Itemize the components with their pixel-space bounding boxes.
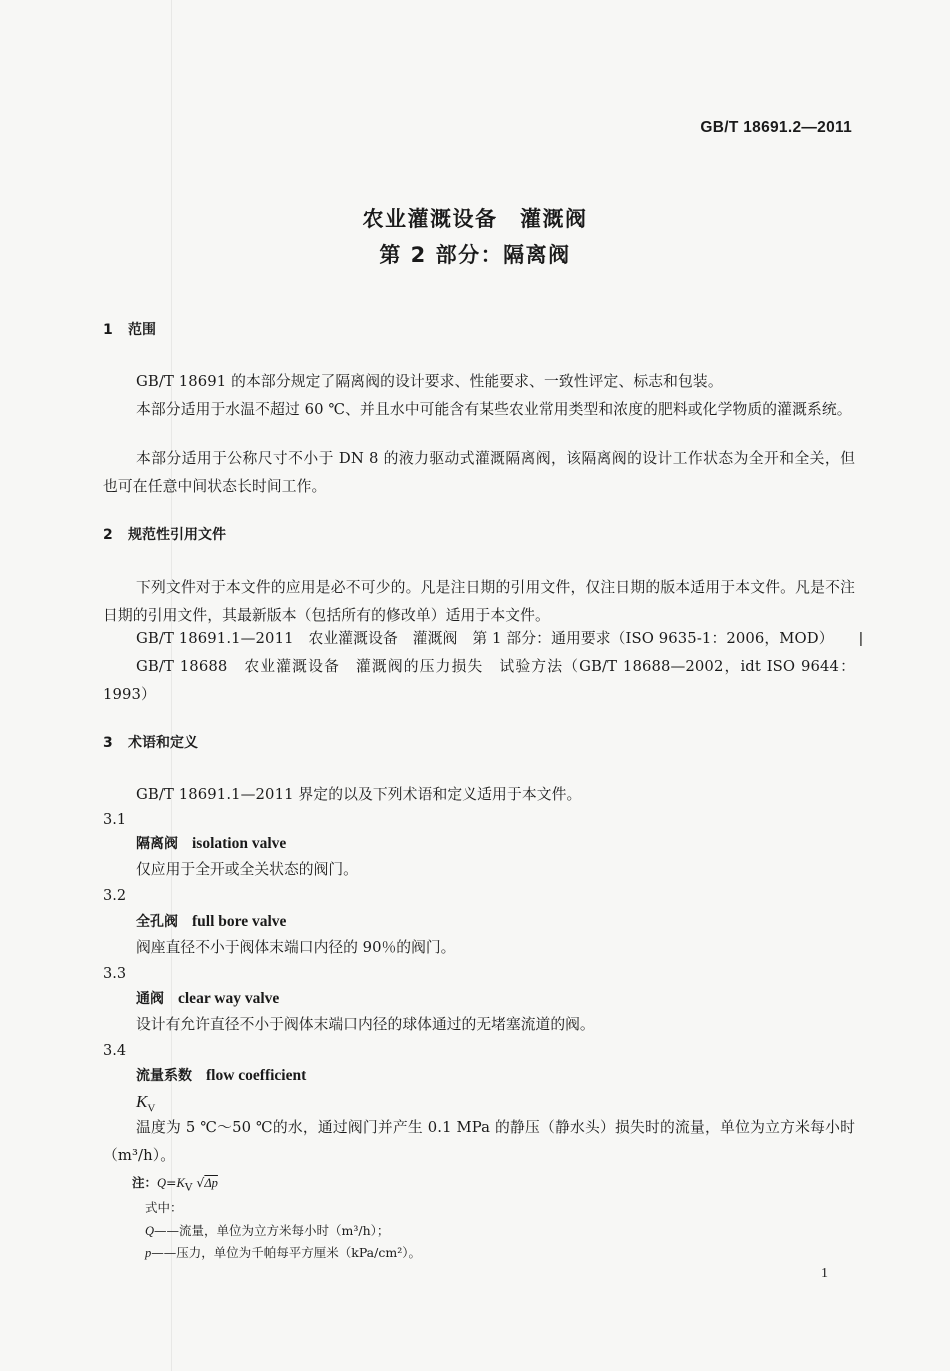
note-variable-p — [145, 1242, 421, 1264]
term-english: clear way valve — [178, 990, 280, 1007]
sqrt-icon: √ — [196, 1175, 205, 1190]
formula-k-subscript: V — [184, 1181, 193, 1194]
clause-number: 3.1 — [103, 812, 127, 828]
formula-q: Q — [157, 1176, 167, 1190]
formula-equals: = — [166, 1175, 177, 1190]
section-3-paragraph-1: GB/T 18691.1—2011 界定的以及下列术语和定义适用于本文件。 — [136, 786, 582, 803]
normative-reference-1 — [103, 625, 863, 653]
document-title-line2: 第 2 部分：隔离阀 — [379, 243, 571, 267]
term-entry — [103, 985, 888, 1013]
section-number: 1 — [103, 322, 113, 338]
term-definition: 阀座直径不小于阀体末端口内径的 90％的阀门。 — [136, 939, 456, 956]
variable-description: ——压力，单位为千帕每平方厘米（kPa/cm²）。 — [151, 1245, 421, 1260]
term-chinese: 全孔阀 — [136, 914, 178, 930]
term-definition: 温度为 5 ℃～50 ℃的水，通过阀门并产生 0.1 MPa 的静压（静水头）损失时的流量，单位为立方米每小时（m³/h）。 — [103, 1119, 855, 1164]
clause-number: 3.4 — [103, 1043, 127, 1059]
section-1-paragraph-3: 本部分适用于公称尺寸不小于 DN 8 的液力驱动式灌溉隔离阀，该隔离阀的设计工作状态为全开和全关，但也可在任意中间状态长时间工作。 — [103, 450, 855, 495]
term-english: full bore valve — [192, 913, 287, 930]
section-2-heading — [103, 521, 855, 549]
term-chinese: 隔离阀 — [136, 836, 178, 852]
variable-description: ——流量，单位为立方米每小时（m³/h）； — [154, 1223, 390, 1238]
page-number: 1 — [821, 1266, 828, 1281]
section-number: 2 — [103, 527, 113, 543]
section-title: 范围 — [128, 322, 156, 338]
term-entry — [103, 908, 888, 936]
standard-code: GB/T 18691.2—2011 — [700, 119, 852, 136]
note-label: 注： — [132, 1175, 158, 1190]
section-3-heading — [103, 729, 855, 757]
note-variable-q — [145, 1220, 389, 1242]
term-definition: 仅应用于全开或全关状态的阀门。 — [136, 861, 358, 878]
section-1-paragraph-2: 本部分适用于水温不超过 60 ℃、并且水中可能含有某些农业常用类型和浓度的肥料或化学物质的灌溉系统。 — [136, 401, 852, 418]
term-entry — [103, 1062, 888, 1090]
formula-radicand: Δp — [204, 1176, 218, 1190]
change-bar: | — [859, 631, 863, 647]
term-definition: 设计有允许直径不小于阀体末端口内径的球体通过的无堵塞流道的阀。 — [136, 1016, 595, 1033]
term-english: flow coefficient — [206, 1067, 307, 1084]
variable-symbol: p — [145, 1246, 152, 1260]
formula-k: K — [176, 1176, 185, 1190]
section-2-paragraph-1: 下列文件对于本文件的应用是必不可少的。凡是注日期的引用文件，仅注日期的版本适用于本文件。凡是不注日期的引用文件，其最新版本（包括所有的修改单）适用于本文件。 — [103, 579, 855, 624]
variable-symbol: Q — [145, 1224, 155, 1238]
section-title: 规范性引用文件 — [128, 527, 226, 543]
section-title: 术语和定义 — [128, 735, 198, 751]
symbol-letter: K — [136, 1092, 148, 1111]
term-chinese: 流量系数 — [136, 1068, 192, 1084]
section-number: 3 — [103, 735, 113, 751]
document-title-line1: 农业灌溉设备 灌溉阀 — [362, 207, 588, 231]
note-formula — [132, 1172, 218, 1199]
section-1-paragraph-1: GB/T 18691 的本部分规定了隔离阀的设计要求、性能要求、一致性评定、标志和包装。 — [136, 373, 723, 390]
term-entry — [103, 830, 888, 858]
symbol-subscript: V — [147, 1102, 156, 1115]
term-chinese: 通阀 — [136, 991, 164, 1007]
reference-text: GB/T 18691.1—2011 农业灌溉设备 灌溉阀 第 1 部分：通用要求（ISO 9635-1：2006，MOD） — [136, 630, 834, 647]
clause-number: 3.3 — [103, 966, 127, 982]
term-english: isolation valve — [192, 835, 287, 852]
section-1-heading — [103, 316, 855, 344]
note-where: 式中： — [145, 1200, 183, 1215]
normative-reference-2: GB/T 18688 农业灌溉设备 灌溉阀的压力损失 试验方法（GB/T 18688—2002，idt ISO 9644：1993） — [103, 658, 855, 703]
clause-number: 3.2 — [103, 888, 127, 904]
